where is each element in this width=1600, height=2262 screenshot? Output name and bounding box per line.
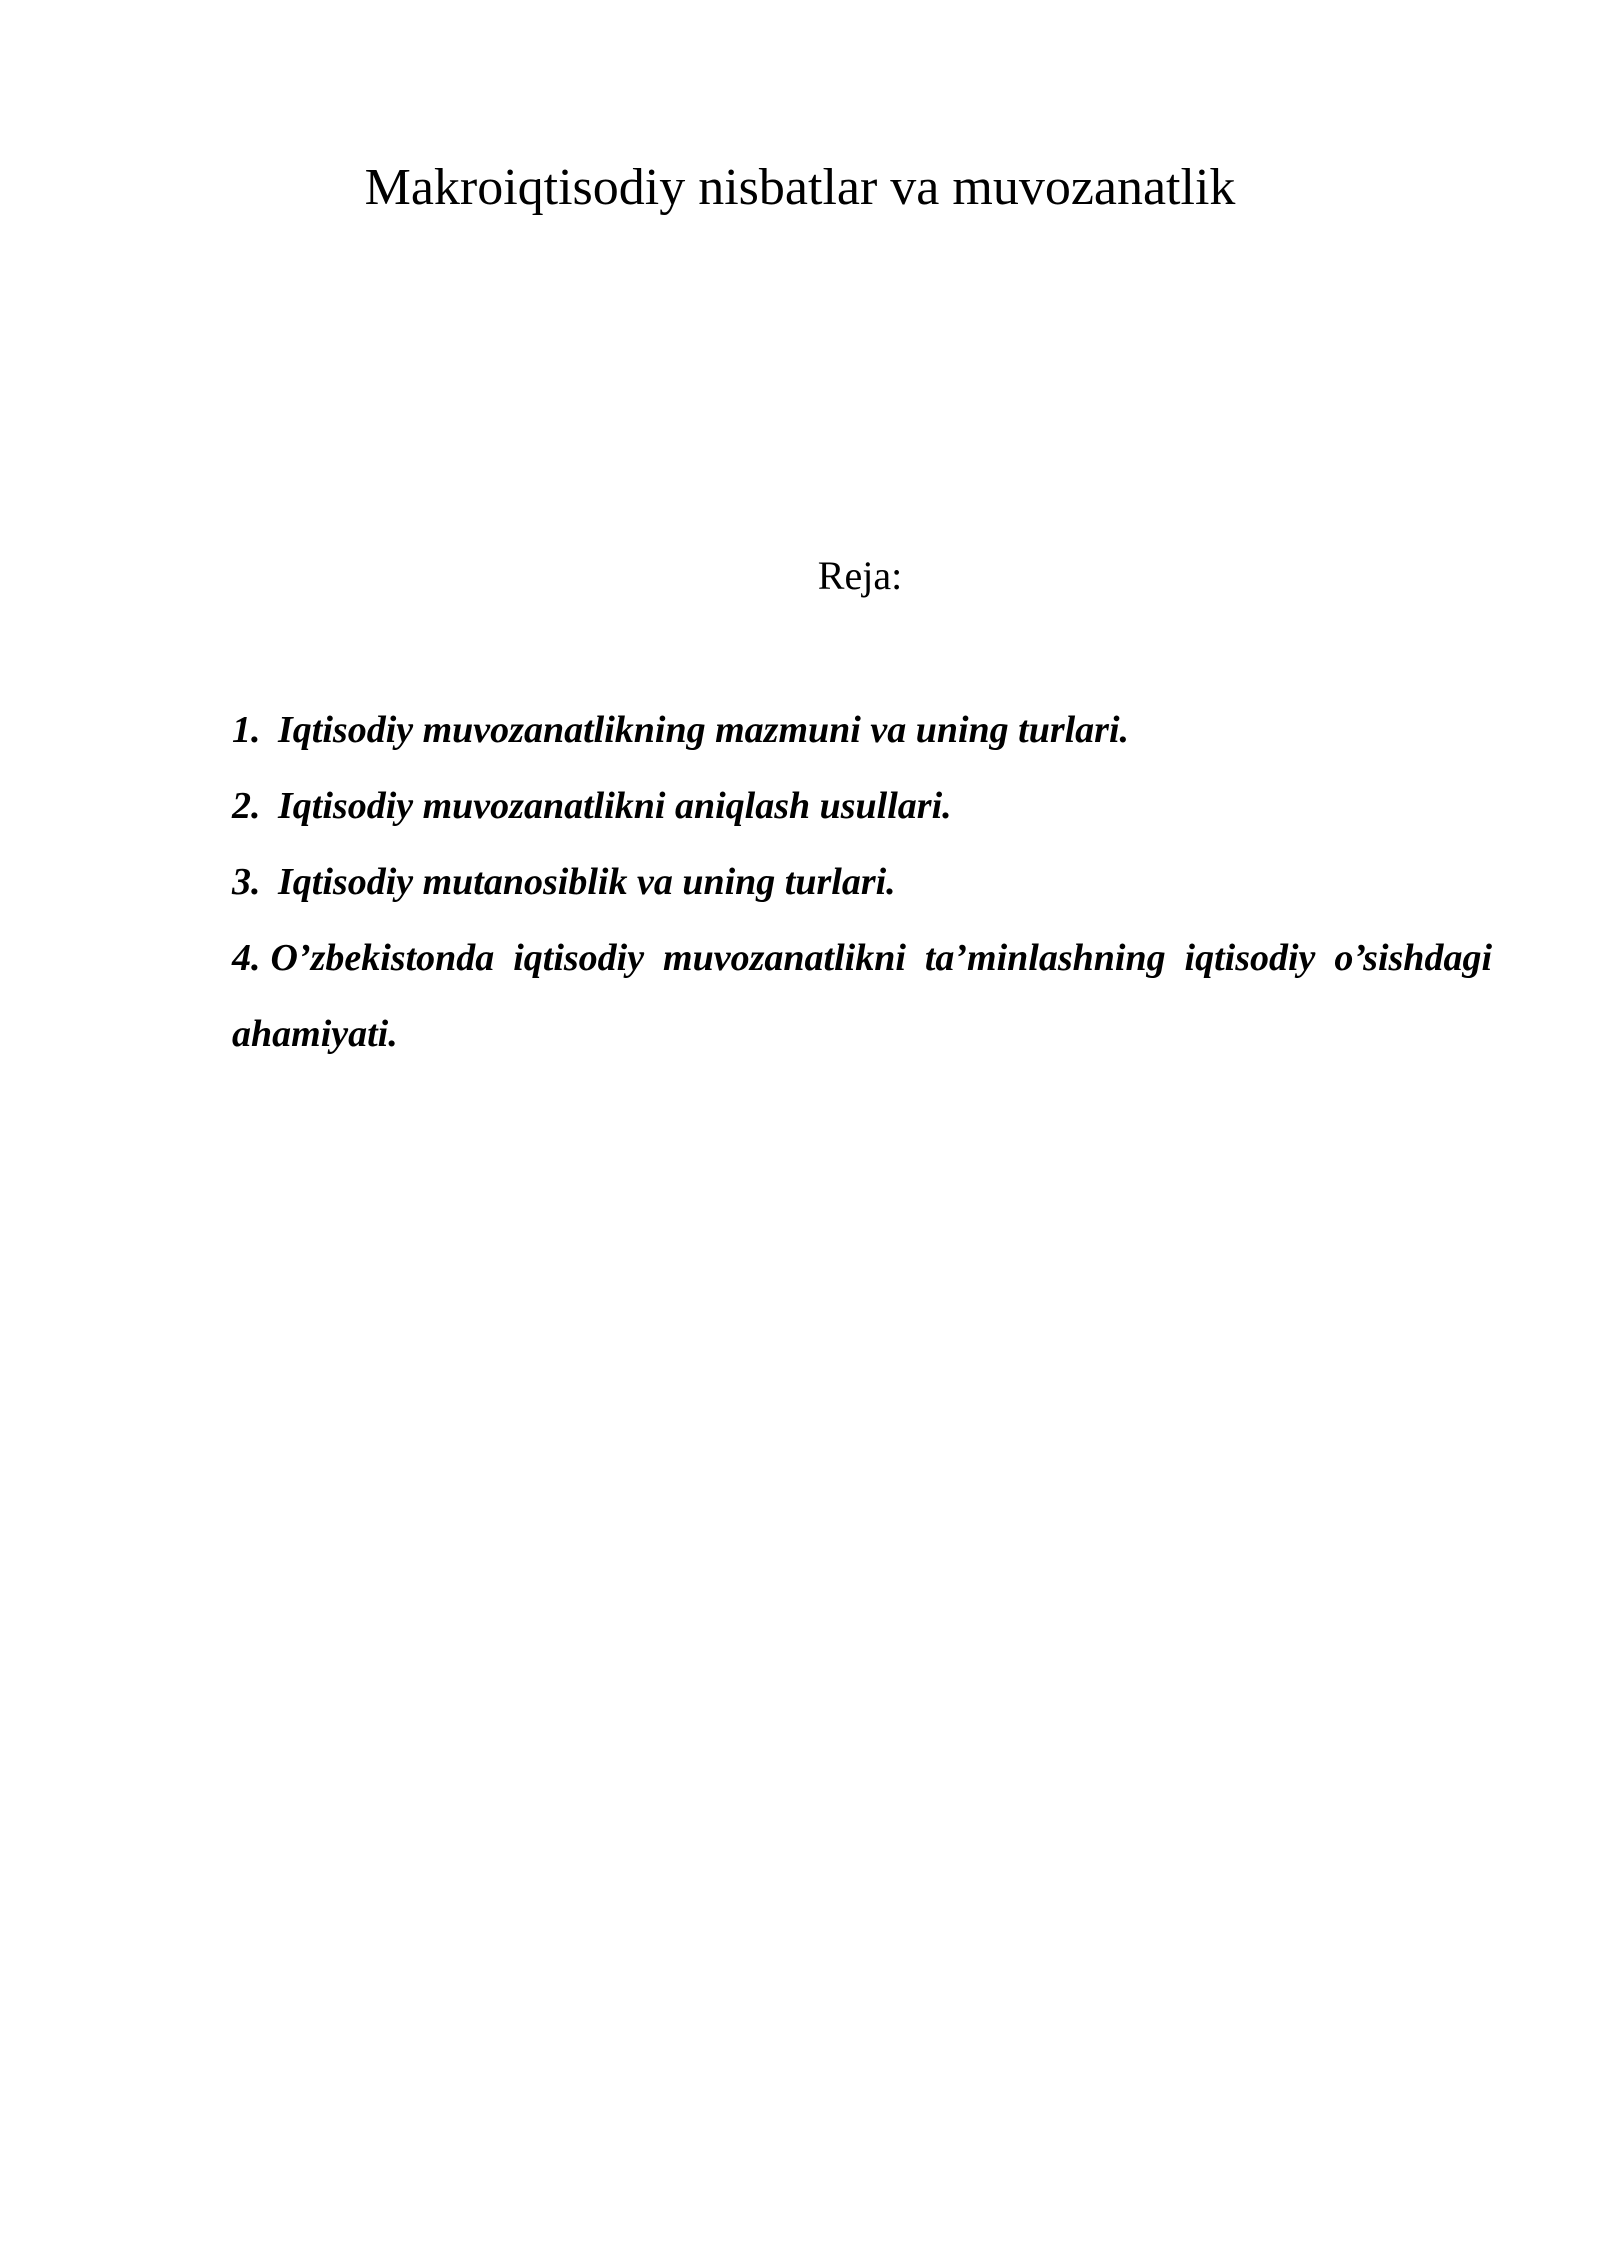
plan-item-number: 3. xyxy=(232,861,261,903)
plan-item-text: Iqtisodiy mutanosiblik va uning turlari. xyxy=(278,861,896,903)
plan-item-4 xyxy=(232,920,1492,1072)
plan-item-text: Iqtisodiy muvozanatlikning mazmuni va uning turlari. xyxy=(278,709,1130,751)
plan-item-1 xyxy=(232,692,1492,768)
plan-item-text: O’zbekistonda iqtisodiy muvozanatlikni ta’minlashning iqtisodiy o’sishdagi ahamiyati. xyxy=(232,937,1492,1055)
plan-heading: Reja: xyxy=(817,553,903,598)
plan-item-3 xyxy=(232,844,1492,920)
plan-item-number: 2. xyxy=(232,785,261,827)
plan-item-text: Iqtisodiy muvozanatlikni aniqlash usullari. xyxy=(278,785,952,827)
plan-item-number: 4. xyxy=(232,937,261,979)
plan-item-number: 1. xyxy=(232,709,261,751)
document-title: Makroiqtisodiy nisbatlar va muvozanatlik xyxy=(364,159,1236,216)
plan-item-2 xyxy=(232,768,1492,844)
plan-list xyxy=(232,692,1492,1072)
